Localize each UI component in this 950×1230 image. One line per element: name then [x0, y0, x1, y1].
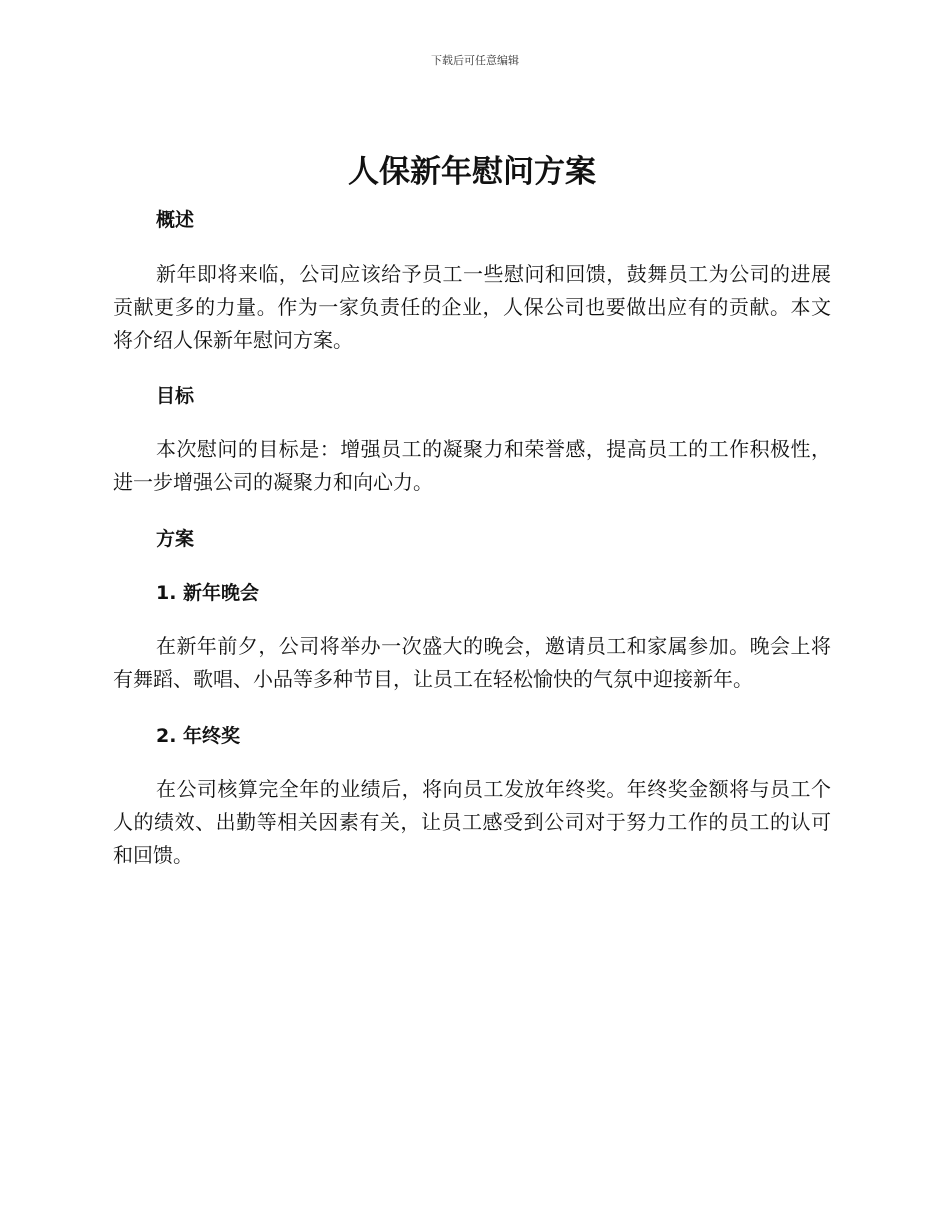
section-heading-goal: 目标 — [156, 385, 195, 407]
section-heading-overview: 概述 — [156, 209, 195, 231]
document-content — [113, 150, 831, 872]
paragraph-goal: 本次慰问的目标是：增强员工的凝聚力和荣誉感，提高员工的工作积极性，进一步增强公司的凝聚力和向心力。 — [113, 437, 831, 494]
paragraph-new-year-party: 在新年前夕，公司将举办一次盛大的晚会，邀请员工和家属参加。晚会上将有舞蹈、歌唱、小品等多种节目，让员工在轻松愉快的气氛中迎接新年。 — [113, 634, 831, 691]
paragraph-overview: 新年即将来临，公司应该给予员工一些慰问和回馈，鼓舞员工为公司的进展贡献更多的力量。作为一家负责任的企业，人保公司也要做出应有的贡献。本文将介绍人保新年慰问方案。 — [113, 262, 831, 352]
header-note: 下载后可任意编辑 — [431, 54, 519, 67]
subsection-heading-new-year-party: 1. 新年晚会 — [156, 582, 260, 604]
paragraph-year-end-bonus: 在公司核算完全年的业绩后，将向员工发放年终奖。年终奖金额将与员工个人的绩效、出勤等相关因素有关，让员工感受到公司对于努力工作的员工的认可和回馈。 — [113, 777, 831, 867]
subsection-heading-year-end-bonus: 2. 年终奖 — [156, 725, 241, 747]
document-title: 人保新年慰问方案 — [348, 154, 596, 190]
section-heading-plan: 方案 — [156, 528, 195, 550]
